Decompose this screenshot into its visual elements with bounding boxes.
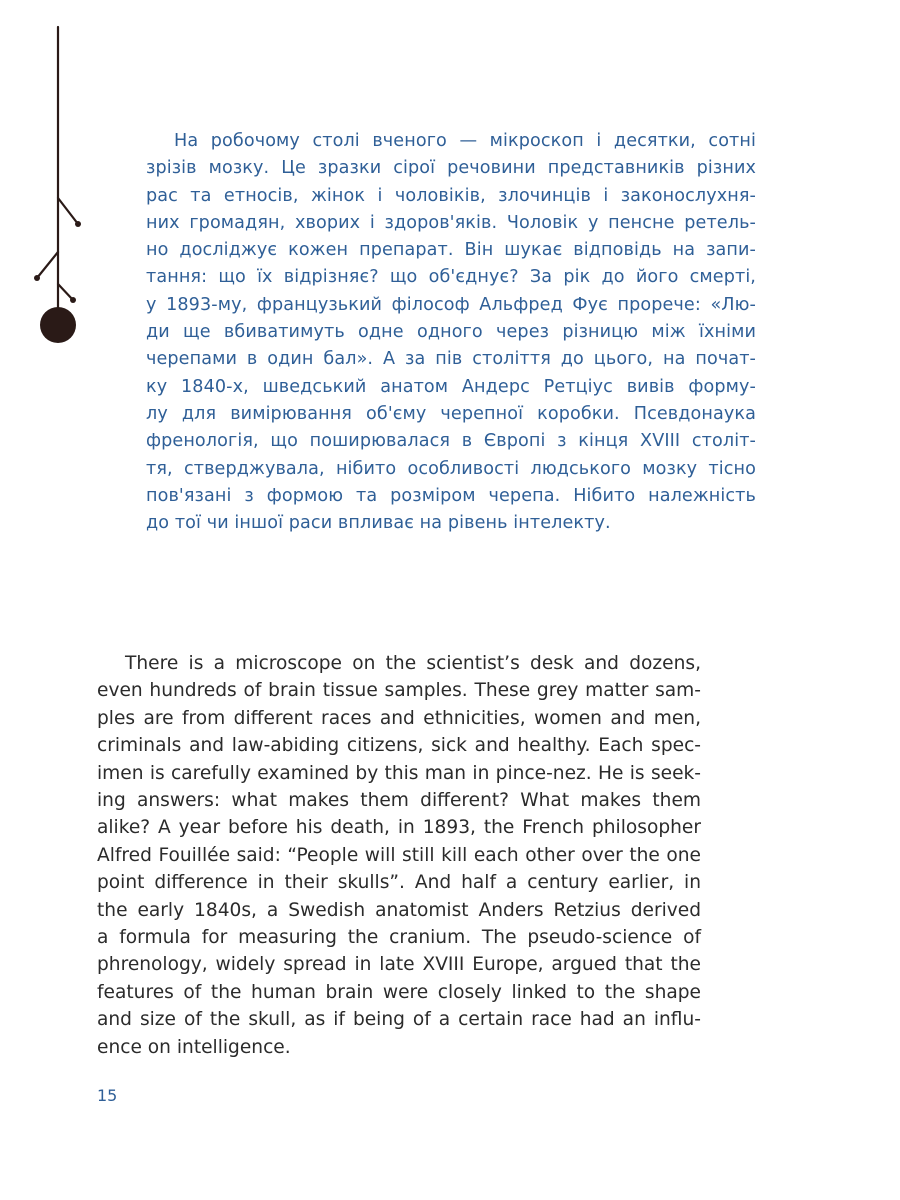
text-line: a formula for measuring the cranium. The pseudo-science of bbox=[97, 927, 701, 949]
text-line: ples are from different races and ethnicities, women and men, bbox=[97, 707, 701, 729]
text-line: ди ще вбиватимуть одне одного через різницю між їхніми bbox=[146, 322, 756, 343]
text-line: лу для вимірювання об'єму черепної коробки. Псевдонаука bbox=[146, 403, 756, 424]
text-line: and size of the skull, as if being of a certain race had an influ- bbox=[97, 1009, 701, 1031]
text-line: ку 1840-х, шведський анатом Андерс Ретціус вивів форму- bbox=[146, 376, 756, 397]
page-number: 15 bbox=[97, 1086, 118, 1105]
text-line: На робочому столі вченого — мікроскоп і десятки, сотні bbox=[174, 131, 756, 151]
text-line: ing answers: what makes them different? What makes them bbox=[97, 790, 701, 812]
text-line: the early 1840s, a Swedish anatomist Anders Retzius derived bbox=[97, 899, 701, 921]
text-line: у 1893-му, французький філософ Альфред Фує прорече: «Лю- bbox=[146, 294, 756, 315]
text-line: features of the human brain were closely linked to the shape bbox=[97, 981, 701, 1003]
english-paragraph bbox=[97, 650, 701, 1061]
text-line: even hundreds of brain tissue samples. These grey matter sam- bbox=[97, 680, 701, 702]
text-line: Alfred Fouillée said: “People will still kill each other over the one bbox=[97, 844, 701, 866]
branch-with-ball-ornament-icon bbox=[0, 0, 120, 360]
text-line: criminals and law-abiding citizens, sick and healthy. Each spec- bbox=[97, 735, 701, 757]
text-line: но досліджує кожен препарат. Він шукає відповідь на запи- bbox=[146, 240, 756, 261]
ukrainian-paragraph bbox=[146, 128, 756, 537]
text-line: зрізів мозку. Це зразки сірої речовини представників різних bbox=[146, 158, 756, 179]
text-line: alike? A year before his death, in 1893, the French philosopher bbox=[97, 817, 701, 839]
text-line: до тої чи іншої раси впливає на рівень інтелекту. bbox=[146, 513, 611, 534]
text-line: черепами в один бал». А за пів століття до цього, на почат- bbox=[146, 349, 756, 370]
text-line: ence on intelligence. bbox=[97, 1036, 291, 1058]
text-line: тя, стверджувала, нібито особливості людського мозку тісно bbox=[146, 458, 756, 479]
text-line: There is a microscope on the scientist’s desk and dozens, bbox=[125, 653, 701, 674]
text-line: них громадян, хворих і здоров'яків. Чоловік у пенсне ретель- bbox=[146, 212, 756, 233]
text-line: point difference in their skulls”. And half a century earlier, in bbox=[97, 872, 701, 894]
text-line: imen is carefully examined by this man in pince-nez. He is seek- bbox=[97, 762, 701, 784]
text-line: тання: що їх відрізняє? що об'єднує? За рік до його смерті, bbox=[146, 267, 756, 288]
text-line: phrenology, widely spread in late XVIII Europe, argued that the bbox=[97, 954, 701, 976]
text-line: пов'язані з формою та розміром черепа. Нібито належність bbox=[146, 485, 756, 506]
text-line: френологія, що поширювалася в Європі з кінця XVIII століт- bbox=[146, 431, 756, 452]
text-line: рас та етносів, жінок і чоловіків, злочинців і законослухня- bbox=[146, 185, 756, 206]
